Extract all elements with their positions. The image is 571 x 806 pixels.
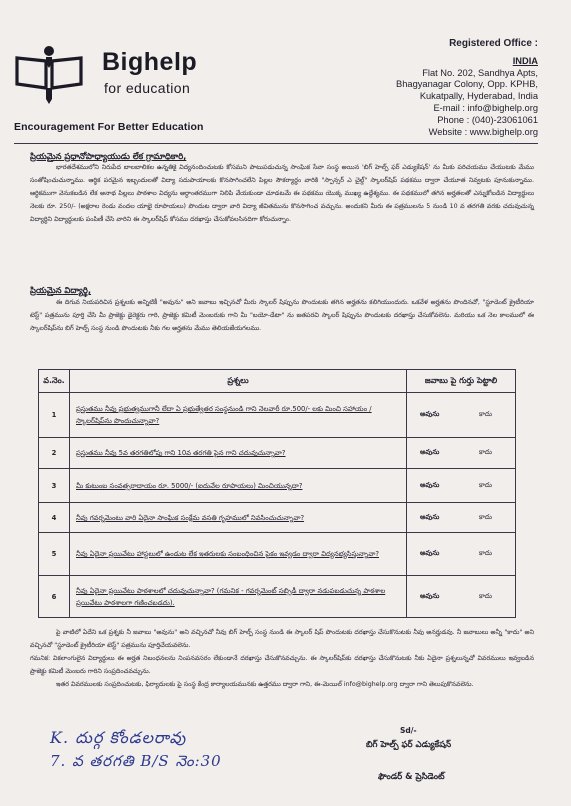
answer-no[interactable]: కాదు — [478, 480, 492, 489]
question-text: ప్రస్తుతము నీవు 5వ తరగతిలోపు గాని 10వ తరగతి పైన గాని చదువుచున్నావా? — [76, 449, 286, 457]
answer-yes[interactable]: అవును — [420, 549, 440, 557]
row-question — [70, 533, 407, 576]
answer-yes[interactable]: అవును — [420, 591, 440, 600]
office-heading: Registered Office : — [449, 38, 538, 49]
row-number: 4 — [39, 503, 70, 533]
eligibility-paragraph: ఈ దిగువ నియపరిచిన ప్రశ్నలకు అన్నిటికీ "అవును" అని జవాబు ఇచ్చినచో మీరు స్కాలర్ షిప్పును పొందుటకు తగిన అర్హతను కలిగియుందురు. ఒకవేళ అర్హతను పొందినచో, "స్టూడెంట్ క్రైటీరియా టెస్ట్" పత్రమును పూర్తి చేసి మీ ప్రాజెక్టు డైరెక్టరు గారి, ప్రాజెక్టు కమిటీ మెంబరుకు గాని మీ "బయో-డేటా" ను జతపరచి స్కాలర్ షిప్పును పొందుటకు దరఖాస్తు చేసుకోవలెను. మరియు ఒక నెల కాలములో ఈ స్కాలర్‌షిప్‌ను బిగ్ హెల్ప్ సంస్థ నుండి పొందుటకు నీకు గల అర్హతను మేము తెలియజేయగలము. — [30, 299, 534, 332]
website-text: Website : www.bighelp.org — [428, 126, 538, 137]
row-number: 3 — [39, 469, 70, 503]
brand-name: Bighelp — [102, 48, 198, 76]
row-number: 2 — [39, 438, 70, 469]
email-text: E-mail : info@bighelp.org — [433, 102, 538, 113]
table-row — [39, 533, 516, 576]
intro-paragraph: భారతదేశములోని నిరుపేద బాలబాలికల ఉన్నతికై విద్యనందించుటకు కోసమని పాటుపడుచున్న సాంఘిక సేవా సంస్థ అయిన 'బిగ్ హెల్ప్ ఫర్ ఎడ్యుకేషన్' ను మీకు పరిచయము చేయుటకు మేము సంతోషించుచున్నాము. ఆర్థిక పరమైన ఇబ్బందులతో విద్యా సదుపాయాలకు కొనసాగించలేని పిల్లల సౌకర్యార్థం వారికి "స్పాన్సర్ ఎ చైల్డ్" స్కాలర్‌షిప్ పథకము ద్వారా చేయూత నివ్వటకు పూనుకున్నాము. ఆర్థికముగా వెనుకబడిన లేక అనాథ పిల్లలు పాఠశాల విద్యను అర్ధాంతరముగా నిలిపి వేయకుండా చూడటమే ఈ పథకము యొక్క ముఖ్య ఉద్దేశ్యము. ఈ పథకములో తగిన అర్హతలతో ఎన్నుకోబడిన విద్యార్థులు నెలకు రూ. 250/- (అక్షరాల రెండు వందల యాభై రూపాయలు) పొందుట ద్వారా వారి విద్యా జీవితమును కొనసాగించ వచ్చును. అందుకని మీరు ఈ పత్రములను 5 నుండి 10 వ తరగతి వరకు చదువుచున్న విద్యార్థిని విద్యార్థులకు పంపిణీ చేసి వారిని ఈ స్కాలర్‌షిప్ కోసము దరఖాస్తు చేసుకోవలసినదిగా కోరుచున్నాం. — [30, 164, 534, 223]
row-number: 5 — [39, 533, 70, 576]
table-row — [39, 503, 516, 533]
answer-no[interactable]: కాదు — [478, 512, 492, 521]
header-divider — [14, 143, 538, 144]
table-row — [39, 469, 516, 503]
brand-subtitle: for education — [104, 80, 191, 96]
row-question — [70, 503, 407, 533]
salutation-headmaster: ప్రియమైన ప్రధానోపాధ్యాయుడు లేక గ్రామాధికారి, — [30, 151, 187, 161]
header-serial: వ.నెం. — [39, 370, 70, 393]
question-text: నీవు ఏదైనా ప్రయివేటు పాఠశాలలో చదువుచున్నావా? (గమనిక - గవర్నమెంట్ సబ్సిడీ ద్వారా నడుపబడుచున్న పాఠశాల ప్రయివేటు పాఠశాలగా గణించబడదు). — [76, 586, 386, 607]
answer-cell[interactable] — [407, 576, 516, 618]
answer-yes[interactable]: అవును — [420, 480, 440, 489]
office-country: INDIA — [512, 55, 538, 66]
eligibility-table — [38, 369, 516, 618]
answer-no[interactable]: కాదు — [478, 448, 492, 456]
question-text: నీవు గవర్నమెంటు వారి ఏదైనా సాంఘిక సంక్షేమ వసతి గృహములో నివసించుచున్నావా? — [76, 513, 305, 522]
answer-yes[interactable]: అవును — [420, 448, 440, 456]
answer-cell[interactable] — [407, 469, 516, 503]
table-row — [39, 393, 516, 438]
question-text: ప్రస్తుతము నీవు ప్రభుత్వముగానీ లేదా ఏ ప్రభుత్వేతర సంస్థనుండి గాని నెలవారీ రూ.500/- లకు మించి సహాయం / స్కాలర్‌షిప్‌ను పొందుచున్నావా? — [76, 405, 372, 425]
handwritten-student-class: 7. వ తరగతి B/S నెం:30 — [50, 752, 222, 770]
answer-no[interactable]: కాదు — [478, 549, 492, 557]
row-question — [70, 393, 407, 438]
row-question — [70, 469, 407, 503]
question-text: నీవు ఏదైనా ప్రయివేటు హాస్టలులో ఉండుట లేక ఇతరులకు సంబంధించిన పైకం ఇవ్వడం ద్వారా విద్యనభ్యసిస్తున్నావా? — [76, 550, 379, 558]
answer-yes[interactable]: అవును — [420, 410, 440, 418]
row-number: 6 — [39, 576, 70, 618]
row-question — [70, 438, 407, 469]
row-question — [70, 576, 407, 618]
signature-organisation: బిగ్ హెల్ప్ ఫర్ ఎడ్యుకేషన్ — [366, 740, 452, 750]
signature-mark: Sd/- — [400, 726, 417, 735]
handwritten-student-name: K. దుర్గ కోండలరావు — [50, 728, 187, 747]
row-number: 1 — [39, 393, 70, 438]
contact-paragraph: ఇతర వివరములకు సంప్రదించుటకు, ఫిర్యాదులకు పై సంస్థ కేంద్ర కార్యాలయమునకు ఉత్తరము ద్వారా గాని, ఈ-మెయిల్ info@bighelp.org ద్వారా గాని తెలుపుకొనవలెను. — [56, 681, 474, 688]
salutation-student: ప్రియమైన విద్యార్థి, — [30, 285, 92, 295]
registered-office — [318, 38, 538, 138]
answer-no[interactable]: కాదు — [478, 591, 492, 600]
signature-title: ఫౌండర్ & ప్రెసిడెంట్ — [378, 772, 445, 782]
answer-cell[interactable] — [407, 393, 516, 438]
phone-text: Phone : (040)-23061061 — [437, 114, 538, 125]
table-header-row — [39, 370, 516, 393]
header-answer: జవాబు పై గుర్తు పెట్టాలి — [407, 370, 516, 393]
answer-cell[interactable] — [407, 503, 516, 533]
address-line: Kukatpally, Hyderabad, India — [419, 91, 538, 102]
header-questions: ప్రశ్నలు — [70, 370, 407, 393]
note-paragraph: గమనిక: వికలాంగులైన విద్యార్థులు ఈ అర్హత నిబంధనలను నింపనవసరం లేకుండానే దరఖాస్తు చేసుకొనవచ్చును. ఈ స్కాలర్‌షిప్‌కు దరఖాస్తు చేసుకొనుటకు నీకు ఏదైనా ప్రశ్నలున్నచో వివరములు ఇవ్వబడిన ప్రాజెక్టు కమిటీ మెంబరు గారిని సంప్రదించవచ్చును. — [30, 655, 534, 675]
book-person-logo-icon — [14, 44, 84, 104]
result-paragraph: పై వాటిలో ఏదేని ఒక ప్రశ్నకు నీ జవాబు "అవును" అని వచ్చినచో నీవు బిగ్ హెల్ప్ సంస్థ నుండి ఈ స్కాలర్ షిప్ పొందుటకు దరఖాస్తు చేసుకొనుటకు నీవు అనర్హుడవు. నీ జవాబులు అన్నీ "కాదు" అని వచ్చినచో "స్టూడెంట్ క్రైటీరియా టెస్ట్" పత్రమును పూర్తిచేయవలెను. — [30, 629, 534, 649]
table-row — [39, 438, 516, 469]
address-line: Flat No. 202, Sandhya Apts, — [422, 67, 538, 78]
table-row — [39, 576, 516, 618]
question-text: మీ కుటుంబ సంవత్సరాదాయం రూ. 5000/- (ఐదువేల రూపాయలు) మించియున్నదా? — [76, 481, 303, 490]
answer-cell[interactable] — [407, 438, 516, 469]
answer-no[interactable]: కాదు — [478, 410, 492, 418]
address-line: Bhagyanagar Colony, Opp. KPHB, — [396, 79, 538, 90]
tagline: Encouragement For Better Education — [14, 121, 204, 133]
answer-yes[interactable]: అవును — [420, 512, 440, 521]
answer-cell[interactable] — [407, 533, 516, 576]
